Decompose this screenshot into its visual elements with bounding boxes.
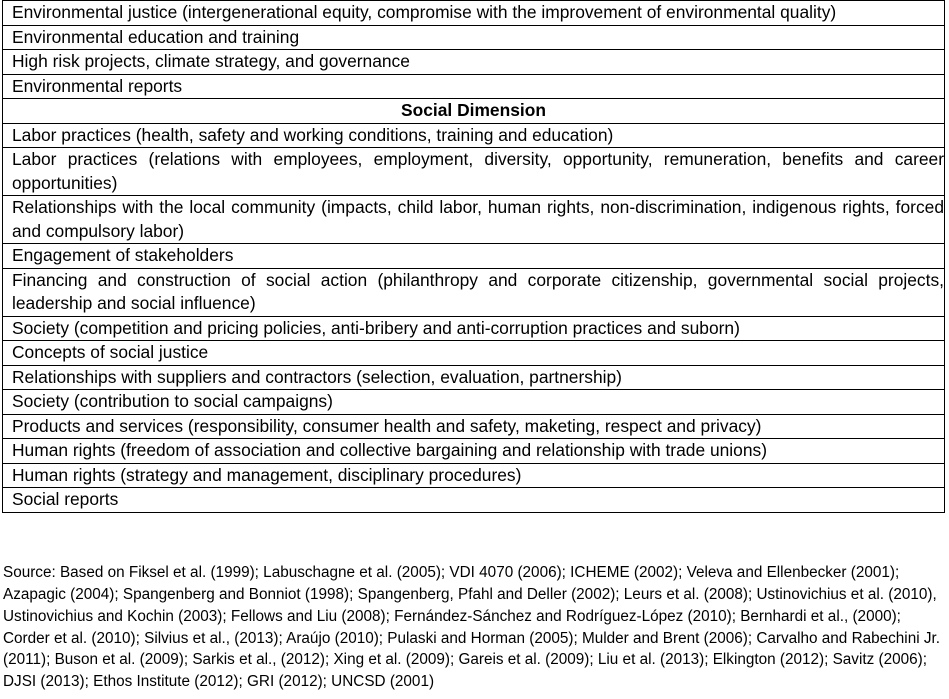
table-row <box>3 196 945 244</box>
table-cell: Society (contribution to social campaigns) <box>3 390 945 415</box>
table-cell: Human rights (strategy and management, disciplinary procedures) <box>3 463 945 488</box>
table-row <box>3 439 945 464</box>
section-heading-row <box>3 99 945 124</box>
table-row <box>3 414 945 439</box>
source-note: Source: Based on Fiksel et al. (1999); Labuschagne et al. (2005); VDI 4070 (2006); ICHEME (2002); Veleva and Ellenbecker (2001); Azapagic (2004); Spangenberg and Bonniot (1998); Spangenberg, Pfahl and Deller (2002); Leurs et al. (2008); Ustinovichius et al. (2010), Ustinovichius and Kochin (2003); Fellows and Liu (2008); Fernández-Sánchez and Rodríguez-López (2010); Bernhardi et al., (2000); Corder et al. (2010); Silvius et al., (2013); Araújo (2010); Pulaski and Horman (2005); Mulder and Brent (2006); Carvalho and Rabechini Jr. (2011); Buson et al. (2009); Sarkis et al., (2012); Xing et al. (2009); Gareis et al. (2009); Liu et al. (2013); Elkington (2012); Savitz (2006); DJSI (2013); Ethos Institute (2012); GRI (2012); UNCSD (2001) <box>3 564 940 691</box>
table-cell: Environmental justice (intergenerational equity, compromise with the improvement of environmental quality) <box>3 1 945 26</box>
table-row <box>3 25 945 50</box>
table-cell: Human rights (freedom of association and collective bargaining and relationship with trade unions) <box>3 439 945 464</box>
sustainability-indicators-table <box>2 0 945 513</box>
table-row <box>3 50 945 75</box>
table-row <box>3 1 945 26</box>
table-cell: Environmental reports <box>3 74 945 99</box>
table-row <box>3 316 945 341</box>
table-cell: Society (competition and pricing policies, anti-bribery and anti-corruption practices and suborn) <box>3 316 945 341</box>
table-cell: Products and services (responsibility, consumer health and safety, maketing, respect and privacy) <box>3 414 945 439</box>
table-row <box>3 488 945 513</box>
table-cell: Engagement of stakeholders <box>3 244 945 269</box>
table-row <box>3 365 945 390</box>
table-row <box>3 244 945 269</box>
table-cell: Labor practices (health, safety and working conditions, training and education) <box>3 123 945 148</box>
table-row <box>3 463 945 488</box>
table-body <box>3 1 945 513</box>
table-row <box>3 341 945 366</box>
table-row <box>3 74 945 99</box>
table-cell: Financing and construction of social action (philanthropy and corporate citizenship, governmental social projects, leadership and social influence) <box>3 268 945 316</box>
table-cell: Concepts of social justice <box>3 341 945 366</box>
section-heading: Social Dimension <box>3 99 945 124</box>
table-cell: High risk projects, climate strategy, and governance <box>3 50 945 75</box>
table-cell: Environmental education and training <box>3 25 945 50</box>
table-row <box>3 148 945 196</box>
table-cell: Labor practices (relations with employees, employment, diversity, opportunity, remuneration, benefits and career opportunities) <box>3 148 945 196</box>
table-row <box>3 268 945 316</box>
table-row <box>3 390 945 415</box>
table-cell: Social reports <box>3 488 945 513</box>
table-row <box>3 123 945 148</box>
table-cell: Relationships with the local community (impacts, child labor, human rights, non-discrimination, indigenous rights, forced and compulsory labor) <box>3 196 945 244</box>
table-cell: Relationships with suppliers and contractors (selection, evaluation, partnership) <box>3 365 945 390</box>
